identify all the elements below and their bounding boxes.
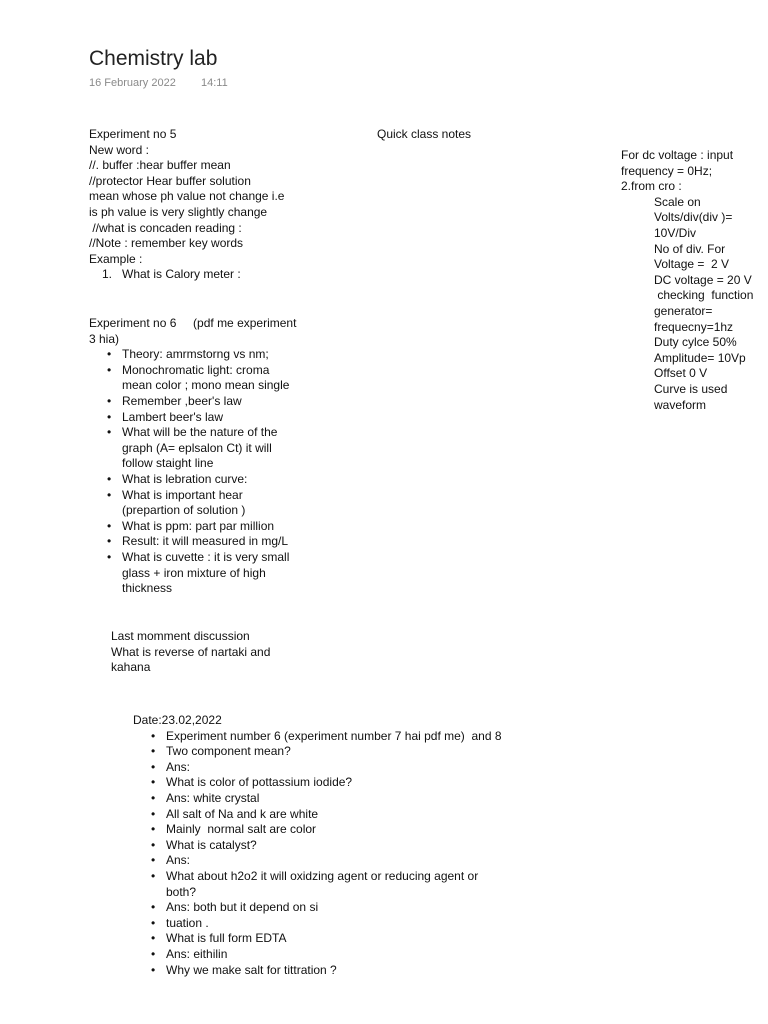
list-item	[122, 363, 296, 394]
list-item-line: • Ans: both but it depend on si	[166, 900, 319, 915]
experiment-5-block	[89, 127, 284, 283]
list-item	[166, 931, 502, 947]
list-item-line: • Mainly normal salt are color	[166, 822, 317, 837]
list-item-line: • Monochromatic light: croma	[122, 362, 270, 377]
note-line: For dc voltage : input	[621, 148, 734, 162]
note-line: frequecny=1hz	[654, 319, 734, 334]
list-item	[122, 425, 296, 472]
experiment-6-heading-cont: 3 hia)	[89, 331, 120, 346]
list-item-line: • What is lebration curve:	[122, 471, 248, 486]
list-item-line: • Experiment number 6 (experiment number 7 hai pdf me) and 8	[166, 728, 502, 743]
experiment-6-heading: Experiment no 6 (pdf me experiment	[89, 316, 297, 330]
note-line: New word :	[89, 142, 150, 157]
note-line: checking function	[654, 288, 754, 303]
list-item	[122, 347, 296, 363]
list-item-line: • Result: it will measured in mg/L	[122, 534, 289, 549]
list-item	[122, 410, 296, 426]
list-item	[122, 519, 296, 535]
note-line: kahana	[111, 660, 151, 675]
note-line: waveform	[654, 397, 707, 412]
list-item	[166, 822, 502, 838]
note-line: 10V/Div	[654, 225, 697, 240]
list-item	[122, 394, 296, 410]
list-item-line: • Ans:	[166, 853, 191, 868]
page-title: Chemistry lab	[89, 47, 218, 70]
list-item	[122, 550, 296, 597]
note-line: //protector Hear buffer solution	[89, 173, 251, 188]
session-2-date: Date:23.02,2022	[133, 713, 222, 727]
quick-notes-label: Quick class notes	[377, 127, 472, 141]
note-line: //. buffer :hear buffer mean	[89, 158, 231, 173]
list-item	[122, 534, 296, 550]
list-item	[166, 775, 502, 791]
note-line: Voltage = 2 V	[654, 257, 730, 272]
cro-indented-notes	[621, 195, 753, 413]
note-line: Volts/div(div )=	[654, 210, 733, 225]
list-item	[166, 838, 502, 854]
list-item	[166, 947, 502, 963]
note-line: Duty cylce 50%	[654, 335, 737, 350]
list-item	[166, 744, 502, 760]
list-item-line: • What is cuvette : it is very small	[122, 549, 290, 564]
note-line: Amplitude= 10Vp	[654, 350, 746, 365]
note-line: 2.from cro :	[621, 179, 682, 194]
session-2-list	[133, 729, 502, 979]
list-item-line: • Two component mean?	[166, 744, 291, 759]
list-item-line: • What is color of pottassium iodide?	[166, 775, 353, 790]
list-item-line: • Ans:	[166, 759, 191, 774]
list-item-line: glass + iron mixture of high	[122, 565, 266, 580]
note-line: DC voltage = 20 V	[654, 272, 752, 287]
list-item: What is Calory meter :	[122, 267, 241, 282]
note-line: generator=	[654, 303, 713, 318]
list-item-line: • Why we make salt for tittration ?	[166, 962, 337, 977]
list-item-line: • tuation .	[166, 915, 209, 930]
list-item	[166, 916, 502, 932]
note-line: is ph value is very slightly change	[89, 204, 268, 219]
note-line: No of div. For	[654, 241, 726, 256]
list-item	[166, 963, 502, 979]
list-item-line: • What is important hear	[122, 487, 243, 502]
page-time: 14:11	[201, 77, 228, 89]
list-item	[166, 900, 502, 916]
list-item	[166, 853, 502, 869]
list-item-line: • Remember ,beer's law	[122, 393, 242, 408]
note-line: Curve is used	[654, 381, 728, 396]
note-line: Example :	[89, 251, 143, 266]
note-line: Scale on	[654, 194, 701, 209]
list-item	[166, 760, 502, 776]
list-item	[166, 869, 502, 900]
experiment-6-block	[89, 316, 296, 597]
list-item-line: (prepartion of solution )	[122, 503, 246, 518]
list-item-line: • What is ppm: part par million	[122, 518, 275, 533]
list-item-line: mean color ; mono mean single	[122, 378, 290, 393]
list-item-line: • Ans: eithilin	[166, 946, 228, 961]
list-item	[166, 807, 502, 823]
list-item-line: • Lambert beer's law	[122, 409, 224, 424]
page-date: 16 February 2022	[89, 77, 176, 89]
list-item-line: both?	[166, 884, 197, 899]
list-item-line: • Ans: white crystal	[166, 790, 260, 805]
list-item-line: graph (A= eplsalon Ct) it will	[122, 440, 272, 455]
list-item-line: • What will be the nature of the	[122, 425, 278, 440]
list-item-line: • All salt of Na and k are white	[166, 806, 319, 821]
list-item	[166, 729, 502, 745]
note-line: //what is concaden reading :	[89, 220, 242, 235]
note-line: frequency = 0Hz;	[621, 163, 713, 178]
experiment-6-list	[89, 347, 296, 597]
list-item	[122, 488, 296, 519]
list-item-line: • What is full form EDTA	[166, 931, 287, 946]
numbered-list	[89, 267, 284, 283]
experiment-5-heading: Experiment no 5	[89, 127, 177, 141]
list-item	[122, 472, 296, 488]
last-moment-block	[111, 629, 270, 676]
note-line: What is reverse of nartaki and	[111, 644, 271, 659]
session-2-block	[133, 713, 502, 978]
note-line: mean whose ph value not change i.e	[89, 189, 285, 204]
list-item-line: • What about h2o2 it will oxidzing agent or reducing agent or	[166, 868, 479, 883]
list-item-line: thickness	[122, 581, 173, 596]
cro-notes-block	[621, 148, 753, 413]
list-number: 1.	[102, 267, 113, 282]
list-item-line: • Theory: amrmstorng vs nm;	[122, 347, 269, 362]
note-line: Offset 0 V	[654, 366, 708, 381]
note-line: //Note : remember key words	[89, 236, 244, 251]
note-line: Last momment discussion	[111, 629, 250, 643]
list-item-line: • What is catalyst?	[166, 837, 257, 852]
list-item-line: follow staight line	[122, 456, 214, 471]
list-item	[166, 791, 502, 807]
